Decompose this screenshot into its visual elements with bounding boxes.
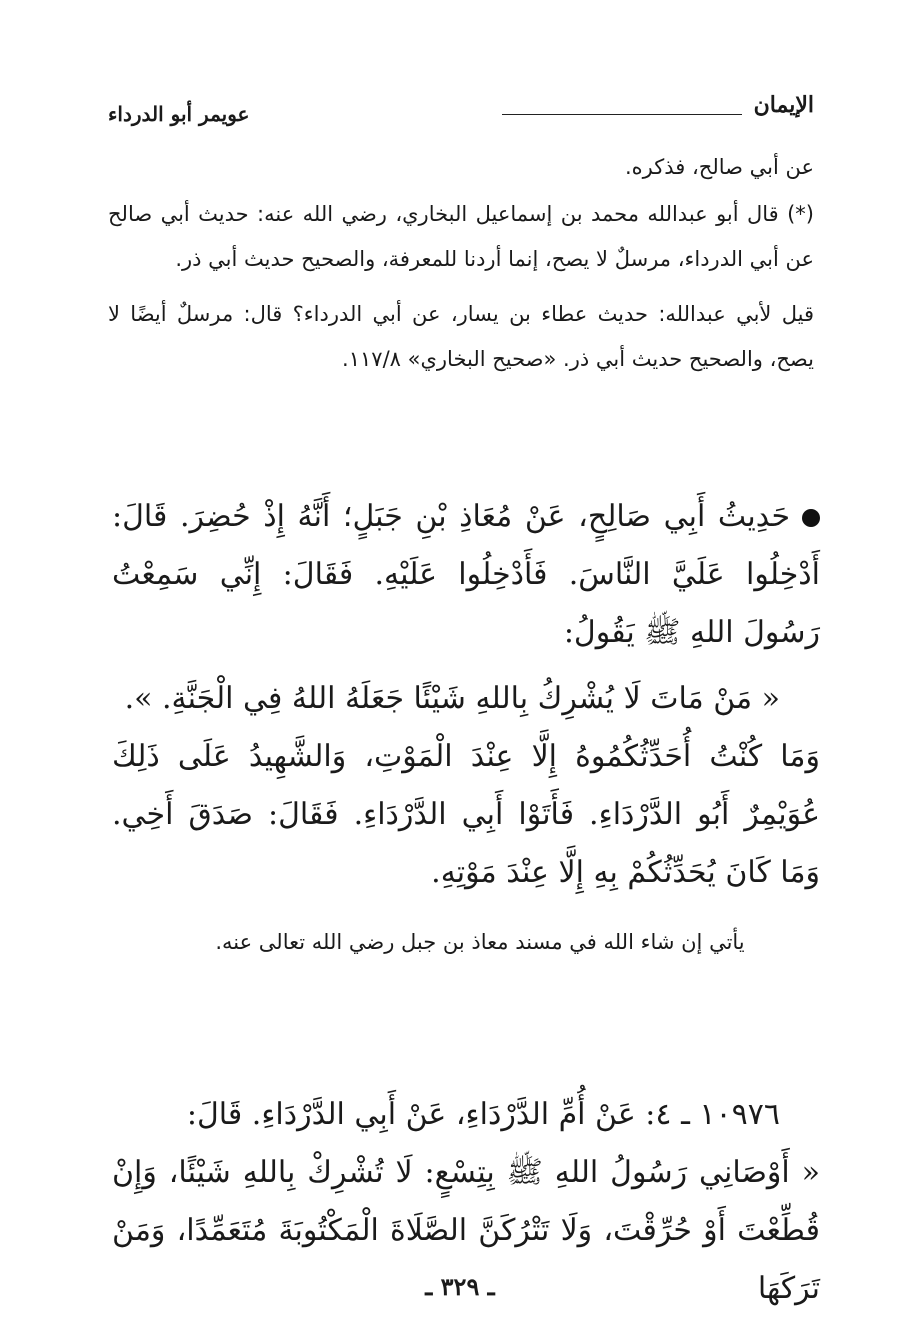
note-followup: قيل لأبي عبدالله: حديث عطاء بن يسار، عن أبي الدرداء؟ قال: مرسلٌ أيضًا لا يصح، والصحيح حديث أبي ذر. «صحيح البخاري» ١١٧/٨. bbox=[108, 302, 814, 371]
hadith-main bbox=[112, 488, 820, 902]
bullet-icon bbox=[802, 509, 820, 527]
note-bukhari: (*) قال أبو عبدالله محمد بن إسماعيل البخاري، رضي الله عنه: حديث أبي صالح عن أبي الدرداء، مرسلٌ لا يصح، إنما أردنا للمعرفة، والصحيح حديث أبي ذر. bbox=[108, 202, 814, 271]
hadith-main-intro: حَدِيثُ أَبِي صَالِحٍ، عَنْ مُعَاذِ بْنِ جَبَلٍ؛ أَنَّهُ إِذْ حُضِرَ. قَالَ: أَدْخِلُوا عَلَيَّ النَّاسَ. فَأَدْخِلُوا عَلَيْهِ. فَقَالَ: إِنِّي سَمِعْتُ رَسُولَ اللهِ ﷺ يَقُولُ: bbox=[112, 499, 820, 650]
running-header bbox=[108, 92, 814, 132]
note-lead: عن أبي صالح، فذكره. bbox=[624, 155, 814, 179]
header-topic: الإيمان bbox=[753, 92, 814, 118]
hadith-next-text: « أَوْصَانِي رَسُولُ اللهِ ﷺ بِتِسْعٍ: لَا تُشْرِكْ بِاللهِ شَيْئًا، وَإِنْ قُطِّعْتَ أَوْ حُرِّقْتَ، وَلَا تَتْرُكَنَّ الصَّلَاةَ الْمَكْتُوبَةَ مُتَعَمِّدًا، وَمَنْ تَرَكَهَا bbox=[112, 1155, 820, 1306]
header-rule bbox=[502, 114, 742, 115]
footnote-section bbox=[108, 145, 814, 382]
cross-reference: يأتي إن شاء الله في مسند معاذ بن جبل رضي الله تعالى عنه. bbox=[215, 930, 745, 954]
header-companion-name: عويمر أبو الدرداء bbox=[108, 102, 250, 126]
hadith-main-continuation: وَمَا كُنْتُ أُحَدِّثُكُمُوهُ إِلَّا عِنْدَ الْمَوْتِ، وَالشَّهِيدُ عَلَى ذَلِكَ عُوَيْمِرٌ أَبُو الدَّرْدَاءِ. فَأَتَوْا أَبِي الدَّرْدَاءِ. فَقَالَ: صَدَقَ أَخِي. وَمَا كَانَ يُحَدِّثُكُمْ بِهِ إِلَّا عِنْدَ مَوْتِهِ. bbox=[112, 739, 820, 890]
hadith-main-quote: « مَنْ مَاتَ لَا يُشْرِكُ بِاللهِ شَيْئًا جَعَلَهُ اللهُ فِي الْجَنَّةِ. ». bbox=[124, 681, 780, 716]
page-number: ـ ٣٢٩ ـ bbox=[425, 1272, 495, 1301]
hadith-next-heading: ١٠٩٧٦ ـ ٤: عَنْ أُمِّ الدَّرْدَاءِ، عَنْ أَبِي الدَّرْدَاءِ. قَالَ: bbox=[186, 1097, 780, 1132]
